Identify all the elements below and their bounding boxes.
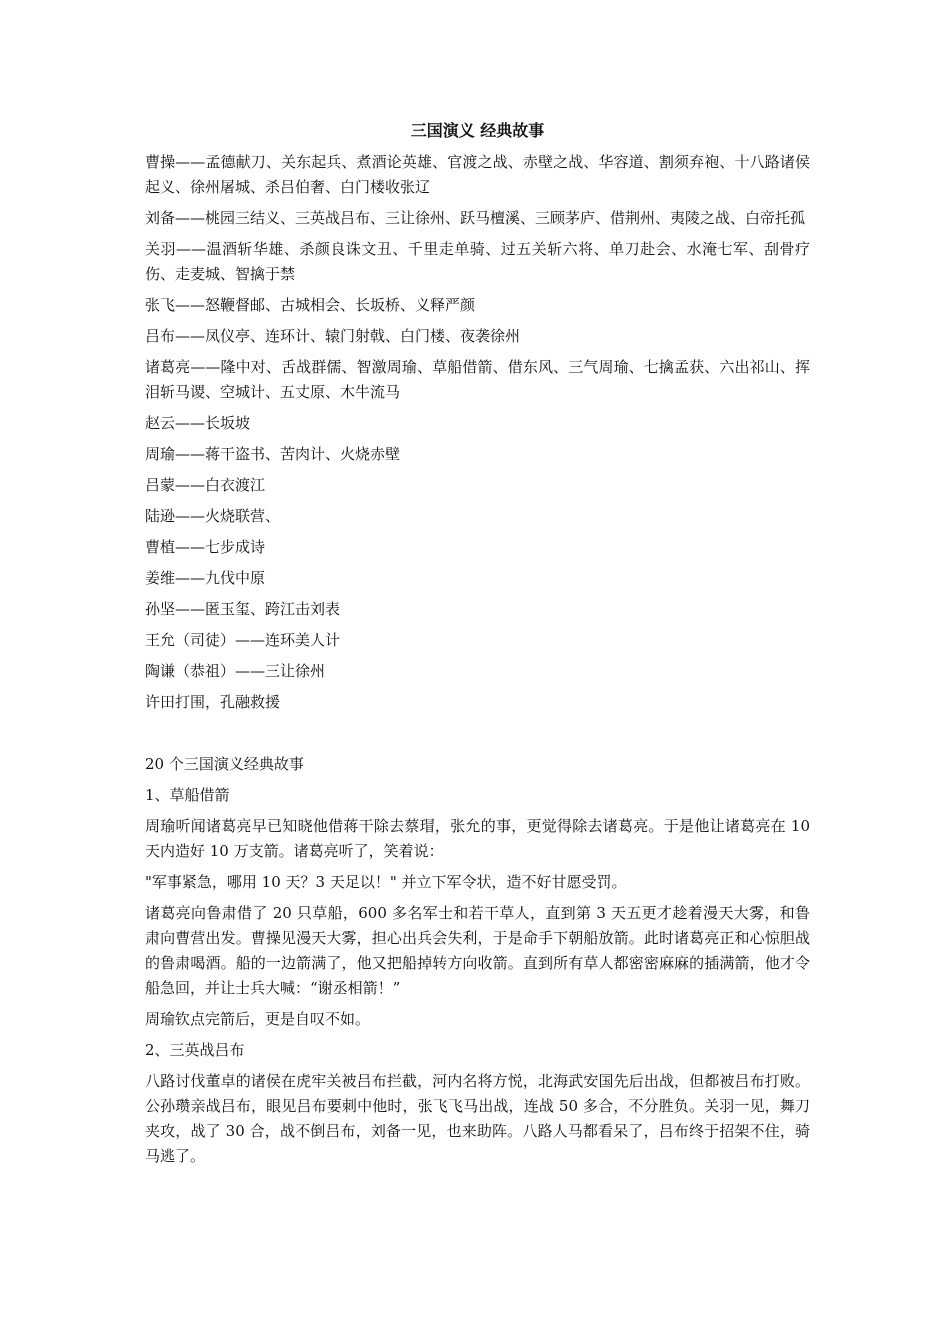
story-section-2: [145, 1038, 810, 1169]
story-paragraph: 周瑜钦点完箭后，更是自叹不如。: [145, 1010, 371, 1028]
character-entry-zhouyu: 周瑜——蒋干盗书、苦肉计、火烧赤壁: [145, 445, 401, 463]
character-entry-sunjian: 孙坚——匿玉玺、跨江击刘表: [145, 600, 341, 618]
character-entry-zhugeliang: 诸葛亮——隆中对、舌战群儒、智激周瑜、草船借箭、借东风、三气周瑜、七擒孟获、六出祁山、挥泪斩马谡、空城计、五丈原、木牛流马: [145, 358, 810, 401]
character-entry-caozhi: 曹植——七步成诗: [145, 538, 266, 556]
document-title: 三国演义 经典故事: [410, 121, 545, 140]
character-entry-guanyu: 关羽——温酒斩华雄、杀颜良诛文丑、千里走单骑、过五关斩六将、单刀赴会、水淹七军、刮骨疗伤、走麦城、智擒于禁: [145, 240, 810, 283]
document-page: [145, 118, 810, 1175]
story-paragraph: 八路讨伐董卓的诸侯在虎牢关被吕布拦截，河内名将方悦，北海武安国先后出战，但都被吕布打败。公孙瓒亲战吕布，眼见吕布要刺中他时，张飞飞马出战，连战 50 多合，不分胜负。关羽一见，舞刀夹攻，战了 30 合，战不倒吕布，刘备一见，也来助阵。八路人马都看呆了，吕布终于招架不住，骑马逃了。: [145, 1072, 810, 1165]
story-heading: 2、三英战吕布: [145, 1041, 245, 1059]
story-paragraph: 诸葛亮向鲁肃借了 20 只草船，600 多名军士和若干草人，直到第 3 天五更才趁着漫天大雾，和鲁肃向曹营出发。曹操见漫天大雾，担心出兵会失利，于是命手下朝船放箭。此时诸葛亮正和心惊胆战的鲁肃喝酒。船的一边箭满了，他又把船掉转方向收箭。直到所有草人都密密麻麻的插满箭，他才令船急回，并让士兵大喊：“谢丞相箭！”: [145, 904, 810, 997]
section-spacer: [145, 721, 810, 752]
character-entry-liubei: 刘备——桃园三结义、三英战吕布、三让徐州、跃马檀溪、三顾茅庐、借荆州、夷陵之战、白帝托孤: [145, 209, 806, 227]
character-entry-wangyun: 王允（司徒）——连环美人计: [145, 631, 341, 649]
character-list: [145, 150, 810, 715]
character-entry-caocao: 曹操——孟德献刀、关东起兵、煮酒论英雄、官渡之战、赤壁之战、华容道、割须弃袍、十八路诸侯起义、徐州屠城、杀吕伯奢、白门楼收张辽: [145, 153, 810, 196]
character-entry-taoqian: 陶谦（恭祖）——三让徐州: [145, 662, 326, 680]
character-entry-zhangfei: 张飞——怒鞭督邮、古城相会、长坂桥、义释严颜: [145, 296, 476, 314]
story-paragraph: "军事紧急，哪用 10 天？3 天足以！" 并立下军令状，造不好甘愿受罚。: [145, 873, 627, 891]
character-entry-lvbu: 吕布——凤仪亭、连环计、辕门射戟、白门楼、夜袭徐州: [145, 327, 521, 345]
character-entry-jiangwei: 姜维——九伐中原: [145, 569, 266, 587]
character-entry-luxun: 陆逊——火烧联营、: [145, 507, 281, 525]
character-entry-lvmeng: 吕蒙——白衣渡江: [145, 476, 266, 494]
story-section-1: [145, 783, 810, 1032]
character-entry-kongrong: 许田打围，孔融救援: [145, 693, 281, 711]
stories-heading: 20 个三国演义经典故事: [145, 755, 304, 773]
story-paragraph: 周瑜听闻诸葛亮早已知晓他借蒋干除去蔡瑁，张允的事，更觉得除去诸葛亮。于是他让诸葛亮在 10 天内造好 10 万支箭。诸葛亮听了，笑着说：: [145, 817, 810, 860]
story-heading: 1、草船借箭: [145, 786, 230, 804]
character-entry-zhaoyun: 赵云——长坂坡: [145, 414, 251, 432]
